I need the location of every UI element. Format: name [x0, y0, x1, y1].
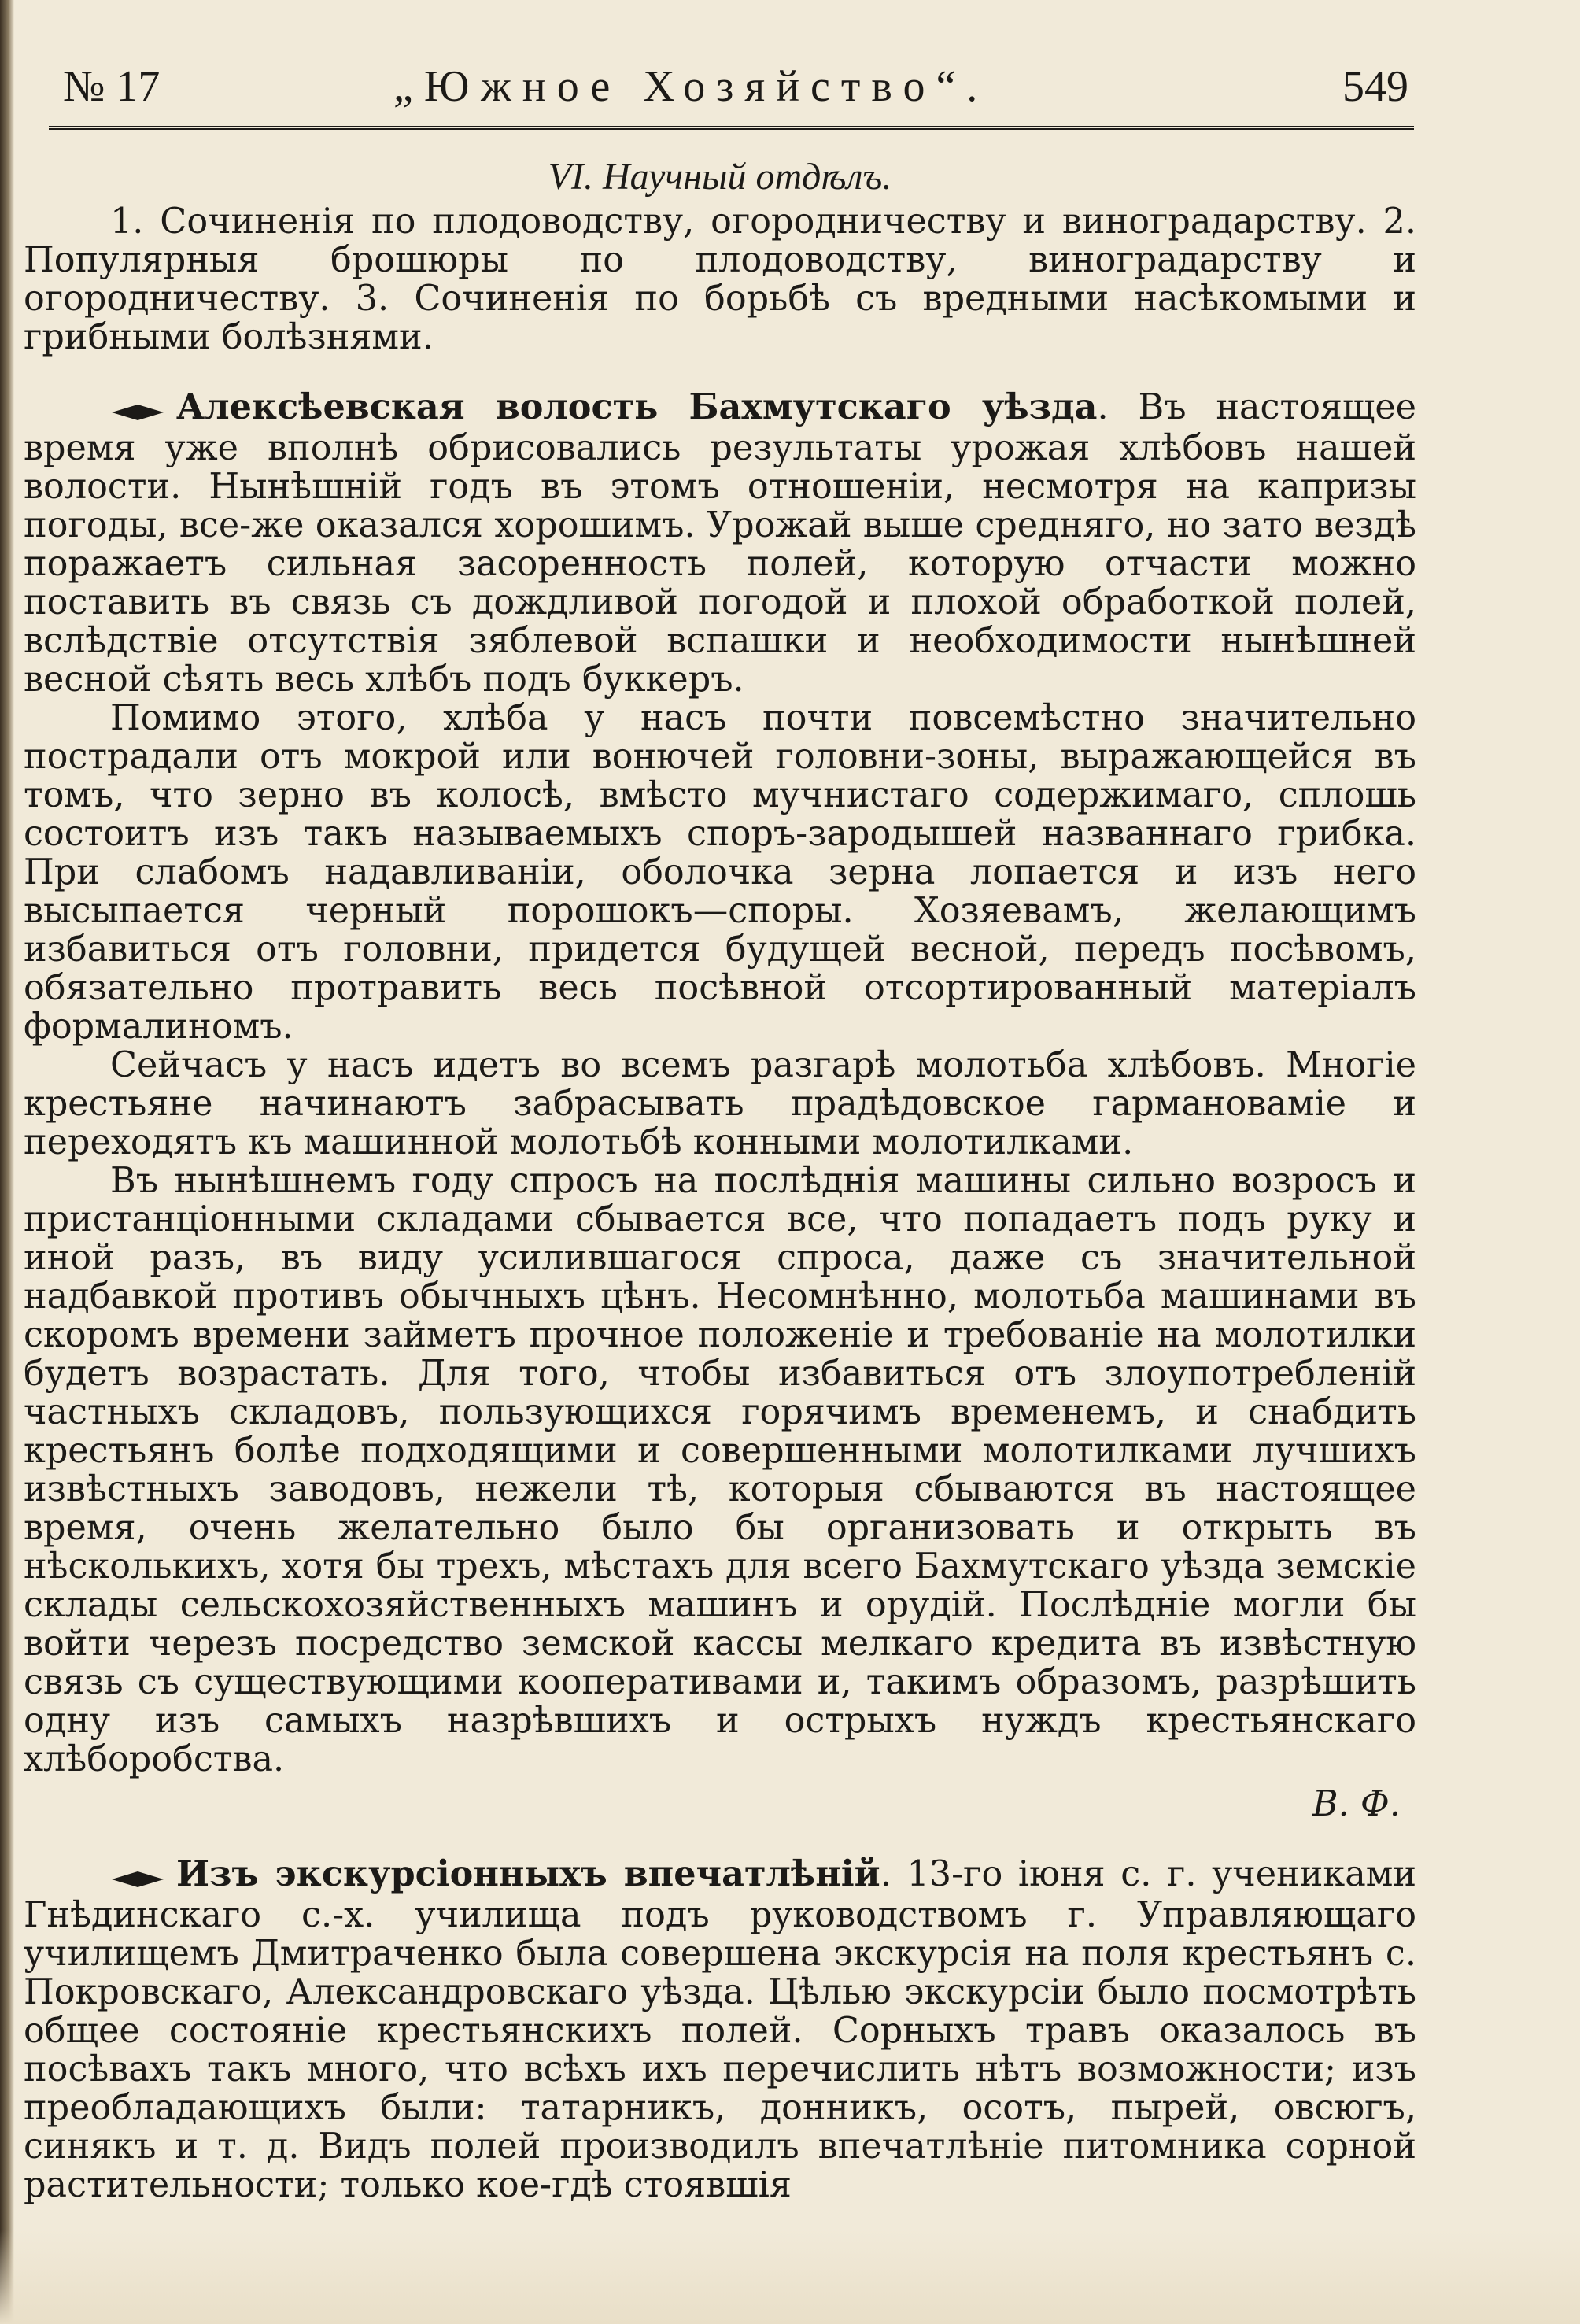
article-bullet-icon [110, 390, 176, 429]
page-header [63, 61, 1408, 124]
article-1-paragraph: Помимо этого, хлѣба у насъ почти повсемѣстно значительно пострадали отъ мокрой или вонючей головни-зоны, выражающейся въ томъ, что зерно въ колосѣ, вмѣсто мучнистаго содержимаго, сплошь состоитъ изъ такъ называемыхъ споръ-зародышей названнаго грибка. При слабомъ надавливаніи, оболочка зерна лопается и изъ него высыпается черный порошокъ—споры. Хозяевамъ, желающимъ избавиться отъ головни, придется будущей весной, передъ посѣвомъ, обязательно протравить весь посѣвной отсортированный матеріалъ формалиномъ. [24, 698, 1416, 1047]
section-title: VI. Научный отдѣлъ. [548, 156, 892, 198]
issue-number: № 17 [63, 62, 161, 111]
article-1-signature: В. Ф. [1312, 1784, 1401, 1824]
page-body [24, 157, 1416, 2204]
article-2-title: Изъ экскурсіонныхъ впечатлѣній [176, 1853, 880, 1894]
article-2 [24, 1855, 1416, 2204]
page-edge-shadow [0, 0, 14, 2324]
article-bullet-icon [110, 1857, 176, 1896]
article-1-paragraph: Въ нынѣшнемъ году спросъ на послѣднія машины сильно возросъ и пристанціонными складами сбывается все, что попадаетъ подъ руку и иной разъ, въ виду усилившагося спроса, даже съ значительной надбавкой противъ обычныхъ цѣнъ. Несомнѣнно, молотьба машинами въ скоромъ времени займетъ прочное положеніе и требованіе на молотилки будетъ возрастать. Для того, чтобы избавиться отъ злоупотребленій частныхъ складовъ, пользующихся горячимъ временемъ, и снабдить крестьянъ болѣе подходящими и совершенными молотилками лучшихъ извѣстныхъ заводовъ, нежели тѣ, которыя сбываются въ настоящее время, очень желательно было бы организовать и открыть въ нѣсколькихъ, хотя бы трехъ, мѣстахъ для всего Бахмутскаго уѣзда земскіе склады сельскохозяйственныхъ машинъ и орудій. Послѣдніе могли бы войти черезъ посредство земской кассы мелкаго кредита въ извѣстную связь съ существующими кооперативами и, такимъ образомъ, разрѣшить одну изъ самыхъ назрѣвшихъ и острыхъ нуждъ крестьянскаго хлѣборобства. [24, 1161, 1416, 1779]
header-rule [49, 126, 1414, 130]
article-1-title: Алексѣевская волость Бахмутскаго уѣзда [176, 386, 1098, 427]
page-number: 549 [1342, 62, 1408, 111]
article-1-paragraph: Сейчасъ у насъ идетъ во всемъ разгарѣ молотьба хлѣбовъ. Многіе крестьяне начинаютъ забрасывать прадѣдовское гармановаміе и переходятъ къ машинной молотьбѣ конными молотилками. [24, 1045, 1416, 1162]
article-2-lead-paragraph [24, 1855, 1416, 2204]
section-paragraph: 1. Сочиненія по плодоводству, огородничеству и виноградарству. 2. Популярныя брошюры по плодоводству, виноградарству и огородничеству. 3. Сочиненія по борьбѣ съ вредными насѣкомыми и грибными болѣзнями. [24, 201, 1416, 357]
article-1-lead: . Въ настоящее время уже вполнѣ обрисовались результаты урожая хлѣбовъ нашей волости. Нынѣшній годъ въ этомъ отношеніи, несмотря на капризы погоды, все-же оказался хорошимъ. Урожай выше средняго, но зато вездѣ поражаетъ сильная засоренность полей, которую отчасти можно поставить въ связь съ дождливой погодой и плохой обработкой полей, вслѣдствіе отсутствія зяблевой вспашки и необходимости нынѣшней весной сѣять весь хлѣбъ подъ буккеръ. [24, 387, 1416, 700]
article-1 [24, 388, 1416, 1823]
page-bottom-fade [0, 2230, 1580, 2324]
article-1-lead-paragraph [24, 388, 1416, 699]
article-2-lead: . 13-го іюня с. г. учениками Гнѣдинскаго с.-х. училища подъ руководствомъ г. Управляющаго училищемъ Дмитраченко была совершена экскурсія на поля крестьянъ с. Покровскаго, Александровскаго уѣзда. Цѣлью экскурсіи было посмотрѣть общее состояніе крестьянскихъ полей. Сорныхъ травъ оказалось въ посѣвахъ такъ много, что всѣхъ ихъ перечислить нѣтъ возможности; изъ преобладающихъ были: татарникъ, донникъ, осотъ, пырей, овсюгъ, синякъ и т. д. Видъ полей производилъ впечатлѣніе питомника сорной растительности; только кое-гдѣ стоявшія [24, 1854, 1417, 2205]
journal-title: „Южное Хозяйство“. [393, 62, 989, 111]
